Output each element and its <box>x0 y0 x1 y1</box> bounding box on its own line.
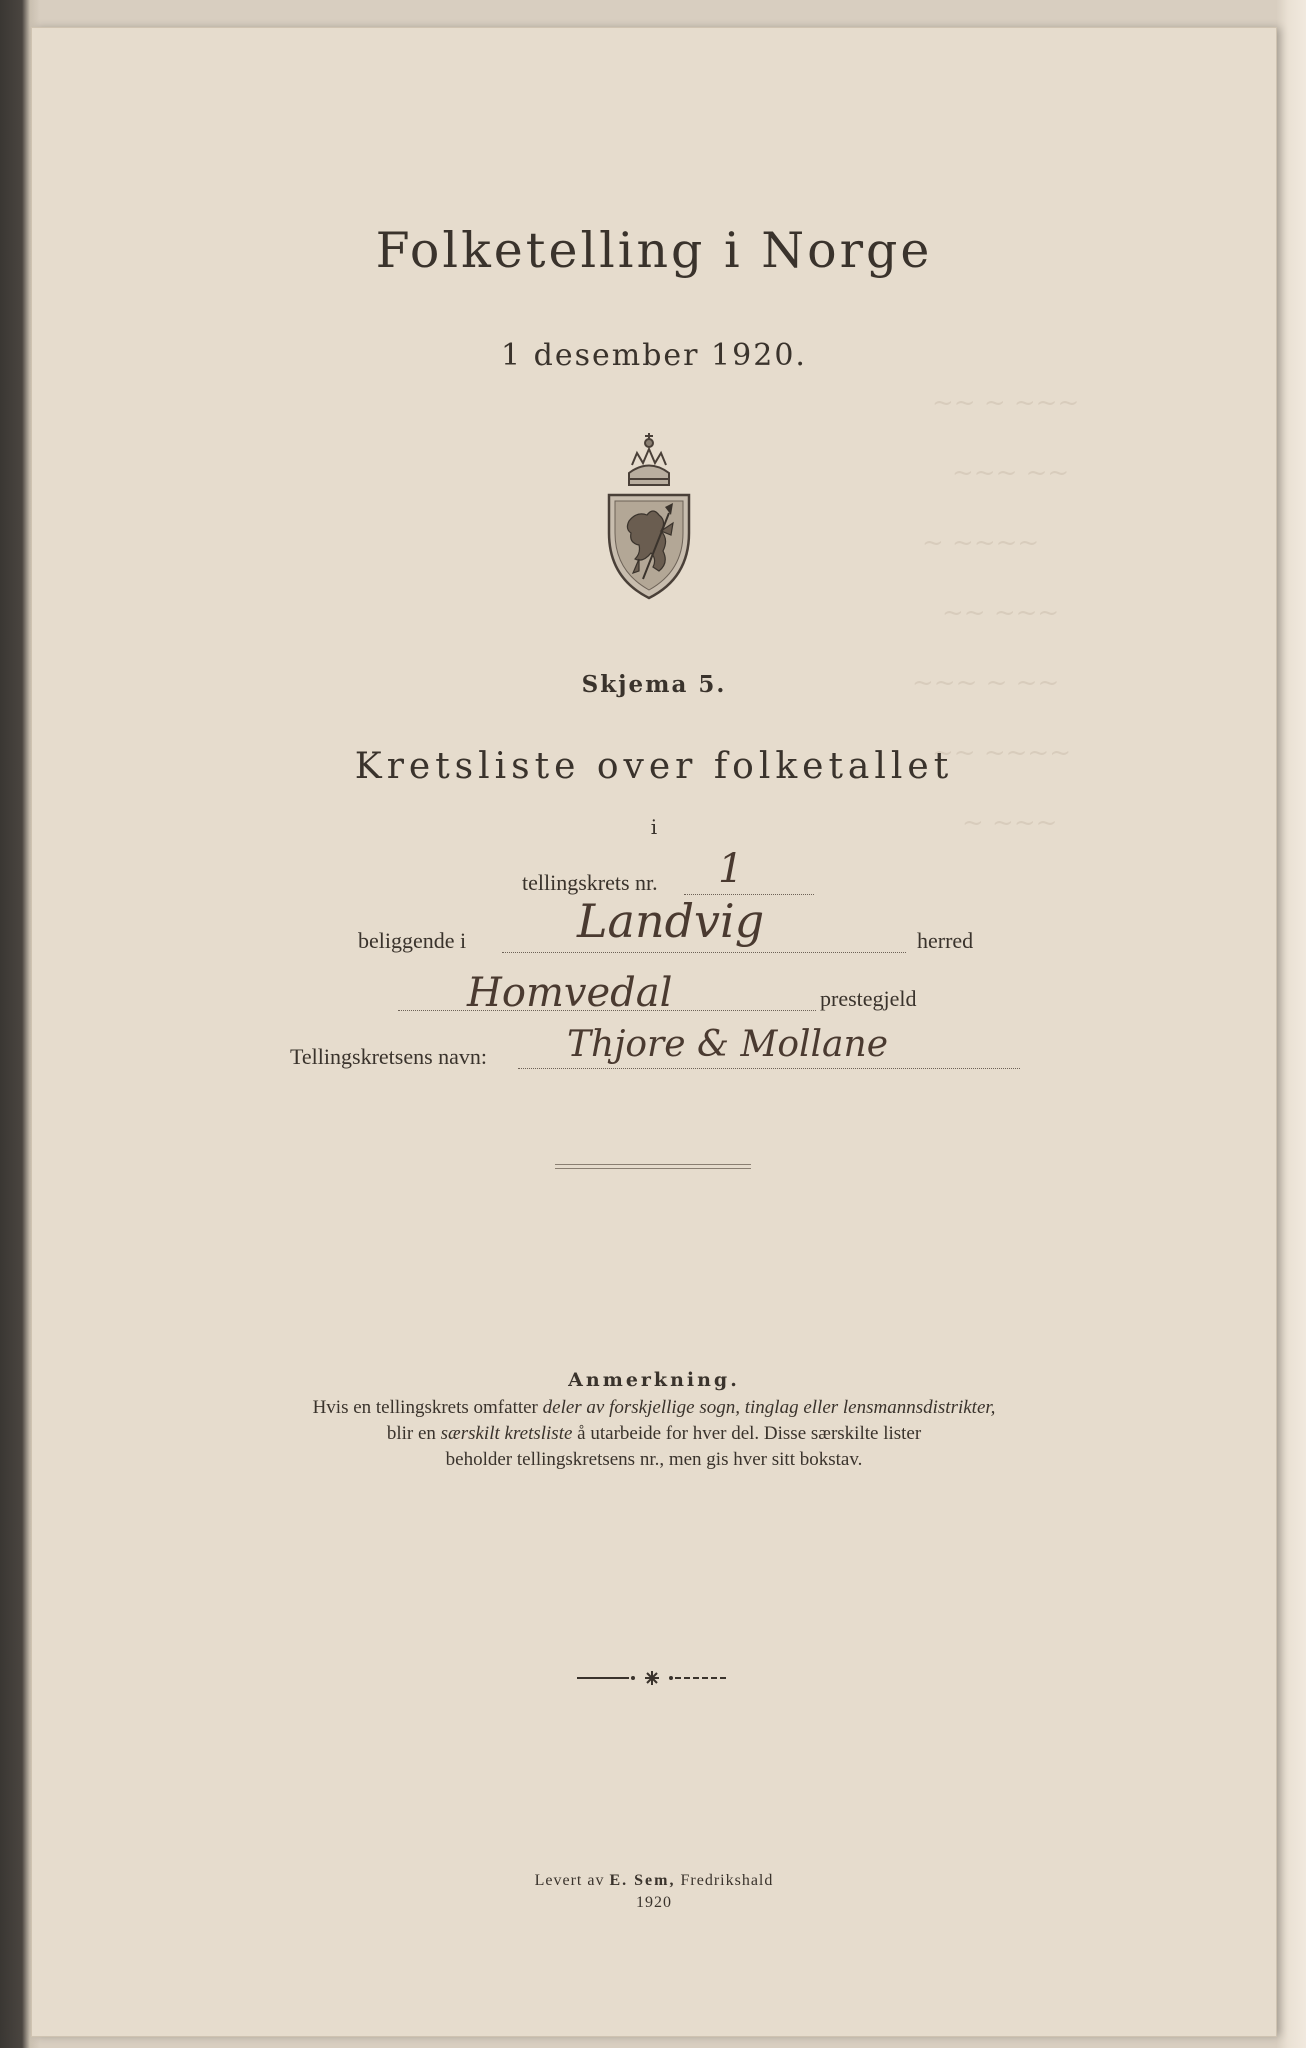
note-line-2-emphasis: særskilt kretsliste <box>440 1423 573 1444</box>
schema-number: Skjema 5. <box>581 671 727 698</box>
navn-handwritten-value: Thjore & Mollane <box>567 1024 888 1065</box>
krets-label: tellingskrets nr. <box>522 870 658 895</box>
norwegian-coat-of-arms-icon <box>599 403 699 603</box>
bleed-through-mark: ~ ~~~~ <box>922 528 1040 558</box>
note-title: Anmerkning. <box>568 1369 740 1391</box>
printer-city: Fredrikshald <box>675 1872 774 1889</box>
section-divider <box>555 1164 751 1169</box>
form-date: 1 desember 1920. <box>501 338 807 373</box>
bleed-through-mark: ~~ ~ ~~~ <box>932 388 1080 418</box>
note-line-1 <box>32 1397 1276 1419</box>
note-line-2 <box>32 1423 1276 1445</box>
preposition-i: i <box>650 815 658 839</box>
census-form-sheet <box>32 28 1276 2036</box>
herred-dotted-line <box>502 952 906 953</box>
prestegjeld-handwritten-value: Homvedal <box>467 970 673 1016</box>
herred-handwritten-value: Landvig <box>577 894 765 948</box>
printer-name: E. Sem, <box>609 1872 676 1889</box>
printer-line <box>32 1872 1276 1890</box>
printer-prefix: Levert av <box>534 1872 610 1889</box>
note-line-2-text-c: å utarbeide for hver del. Disse særskilte lister <box>572 1423 922 1444</box>
bleed-through-mark: ~~ ~~~ <box>942 598 1060 628</box>
page-edge <box>1276 0 1306 2048</box>
krets-handwritten-value: 1 <box>718 846 744 892</box>
note-line-1-text: Hvis en tellingskrets omfatter <box>312 1397 543 1418</box>
printer-year: 1920 <box>636 1894 672 1911</box>
form-heading: Kretsliste over folketallet <box>354 746 954 787</box>
bleed-through-mark: ~ ~~~ <box>962 808 1058 838</box>
herred-prefix: beliggende i <box>358 928 467 953</box>
navn-label: Tellingskretsens navn: <box>290 1044 488 1069</box>
note-line-1-emphasis: deler av forskjellige sogn, tinglag eller lensmannsdistrikter, <box>542 1397 996 1418</box>
herred-suffix: herred <box>917 928 974 953</box>
bleed-through-mark: ~~ ~~~~ <box>932 738 1071 768</box>
prestegjeld-suffix: prestegjeld <box>820 986 917 1011</box>
navn-dotted-line <box>518 1068 1020 1069</box>
note-line-3: beholder tellingskretsens nr., men gis hver sitt bokstav. <box>445 1449 863 1470</box>
note-line-2-text-a: blir en <box>386 1423 441 1444</box>
ornament-divider-icon <box>577 1668 727 1688</box>
form-title: Folketelling i Norge <box>375 222 933 279</box>
bleed-through-mark: ~~~ ~~ <box>952 458 1070 488</box>
bleed-through-mark: ~~~ ~ ~~ <box>912 668 1060 698</box>
